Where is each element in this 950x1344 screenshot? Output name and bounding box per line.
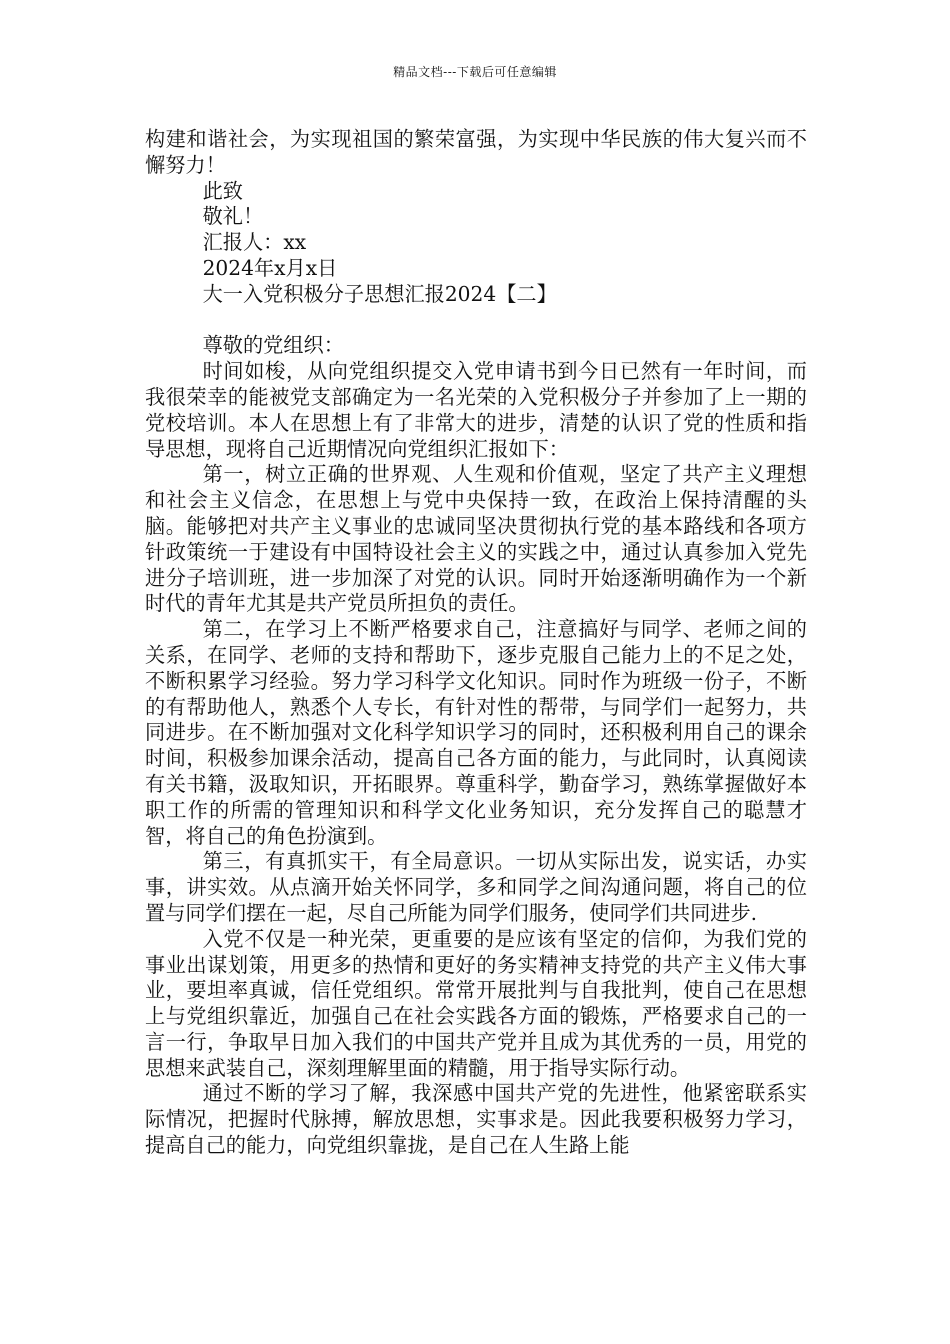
reporter-line: 汇报人：xx — [202, 230, 307, 255]
paragraph: 第三，有真抓实干，有全局意识。一切从实际出发，说实话，办实事，讲实效。从点滴开始关怀同学，多和同学之间沟通问题，将自己的位置与同学们摆在一起，尽自己所能为同学们服务，使同学们共同进步. — [145, 849, 807, 925]
date-line: 2024年x月x日 — [202, 255, 338, 280]
paragraph: 第一，树立正确的世界观、人生观和价值观，坚定了共产主义理想和社会主义信念，在思想上与党中央保持一致，在政治上保持清醒的头脑。能够把对共产主义事业的忠诚同坚决贯彻执行党的基本路线和各项方针政策统一于建设有中国特设社会主义的实践之中，通过认真参加入党先进分子培训班，进一步加深了对党的认识。同时开始逐渐明确作为一个新时代的青年尤其是共产党员所担负的责任。 — [145, 462, 807, 616]
paragraph: 第二，在学习上不断严格要求自己，注意搞好与同学、老师之间的关系，在同学、老师的支持和帮助下，逐步克服自己能力上的不足之处，不断积累学习经验。努力学习科学文化知识。同时作为班级一份子，不断的有帮助他人，熟悉个人专长，有针对性的帮带，与同学们一起努力，共同进步。在不断加强对文化科学知识学习的同时，还积极利用自己的课余时间，积极参加课余活动，提高自己各方面的能力，与此同时，认真阅读有关书籍，汲取知识，开拓眼界。尊重科学，勤奋学习，熟练掌握做好本职工作的所需的管理知识和科学文化业务知识，充分发挥自己的聪慧才智，将自己的角色扮演到。 — [145, 617, 807, 848]
blank-line — [145, 308, 807, 334]
page-header: 精品文档---下载后可任意编辑 — [393, 65, 557, 79]
document-body — [145, 127, 807, 1159]
salutation: 尊敬的党组织： — [202, 333, 344, 358]
closing-respect: 敬礼！ — [202, 204, 264, 229]
section-title: 大一入党积极分子思想汇报2024【二】 — [202, 281, 557, 306]
paragraph: 通过不断的学习了解，我深感中国共产党的先进性，他紧密联系实际情况，把握时代脉搏，解放思想，实事求是。因此我要积极努力学习，提高自己的能力，向党组织靠拢，是自己在人生路上能 — [145, 1081, 807, 1158]
paragraph: 时间如梭，从向党组织提交入党申请书到今日已然有一年时间，而我很荣幸的能被党支部确定为一名光荣的入党积极分子并参加了上一期的党校培训。本人在思想上有了非常大的进步，清楚的认识了党的性质和指导思想，现将自己近期情况向党组织汇报如下： — [145, 359, 807, 461]
closing-salutation: 此致 — [202, 178, 243, 203]
paragraph: 入党不仅是一种光荣，更重要的是应该有坚定的信仰，为我们党的事业出谋划策，用更多的热情和更好的务实精神支持党的共产主义伟大事业，要坦率真诚，信任党组织。常常开展批判与自我批判，使自己在思想上与党组织靠近，加强自己在社会实践各方面的锻炼，严格要求自己的一言一行，争取早日加入我们的中国共产党并且成为其优秀的一员，用党的思想来武装自己，深刻理解里面的精髓，用于指导实际行动。 — [145, 926, 807, 1080]
intro-line: 构建和谐社会，为实现祖国的繁荣富强，为实现中华民族的伟大复兴而不懈努力！ — [145, 127, 807, 177]
